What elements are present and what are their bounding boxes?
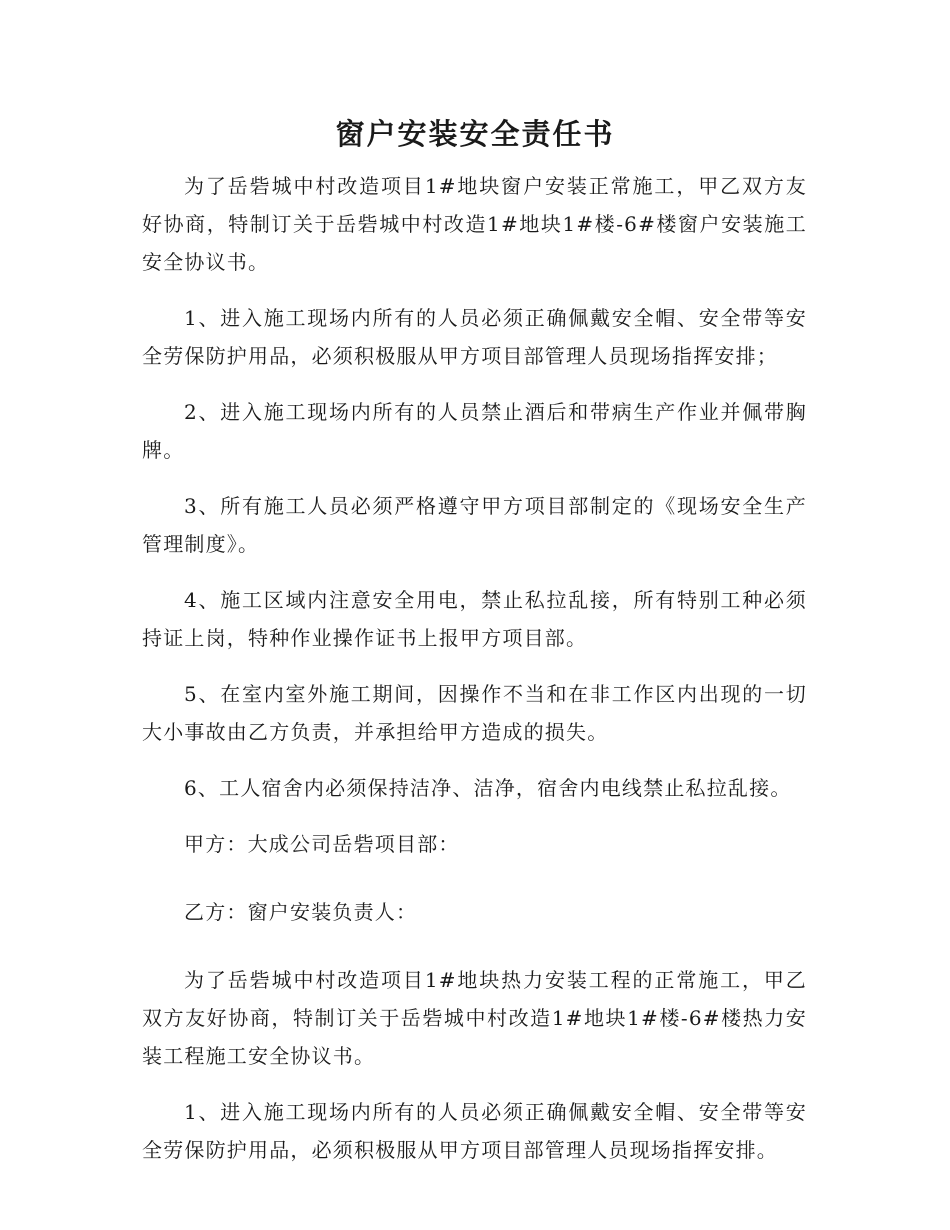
party-b-signature: 乙方：窗户安装负责人： xyxy=(184,900,418,924)
clause-2: 2、进入施工现场内所有的人员禁止酒后和带病生产作业并佩带胸牌。 xyxy=(142,400,807,462)
document-title: 窗户安装安全责任书 xyxy=(335,117,615,151)
second-intro-paragraph: 为了岳砦城中村改造项目1#地块热力安装工程的正常施工，甲乙双方友好协商，特制订关于岳砦城中村改造1#地块1#楼-6#楼热力安装工程施工安全协议书。 xyxy=(142,968,807,1068)
document-body xyxy=(142,167,807,1187)
intro-paragraph: 为了岳砦城中村改造项目1#地块窗户安装正常施工，甲乙双方友好协商，特制订关于岳砦城中村改造1#地块1#楼-6#楼窗户安装施工安全协议书。 xyxy=(142,174,807,274)
clause-5: 5、在室内室外施工期间，因操作不当和在非工作区内出现的一切大小事故由乙方负责，并承担给甲方造成的损失。 xyxy=(142,682,807,744)
party-a-signature: 甲方：大成公司岳砦项目部： xyxy=(184,832,460,856)
clause-6: 6、工人宿舍内必须保持洁净、洁净，宿舍内电线禁止私拉乱接。 xyxy=(184,776,792,800)
clause-4: 4、施工区域内注意安全用电，禁止私拉乱接，所有特别工种必须持证上岗，特种作业操作证书上报甲方项目部。 xyxy=(142,588,807,650)
clause-1: 1、进入施工现场内所有的人员必须正确佩戴安全帽、安全带等安全劳保防护用品，必须积极服从甲方项目部管理人员现场指挥安排； xyxy=(142,306,807,368)
clause-3: 3、所有施工人员必须严格遵守甲方项目部制定的《现场安全生产管理制度》。 xyxy=(142,494,807,556)
second-clause-1: 1、进入施工现场内所有的人员必须正确佩戴安全帽、安全带等安全劳保防护用品，必须积极服从甲方项目部管理人员现场指挥安排。 xyxy=(142,1100,807,1162)
